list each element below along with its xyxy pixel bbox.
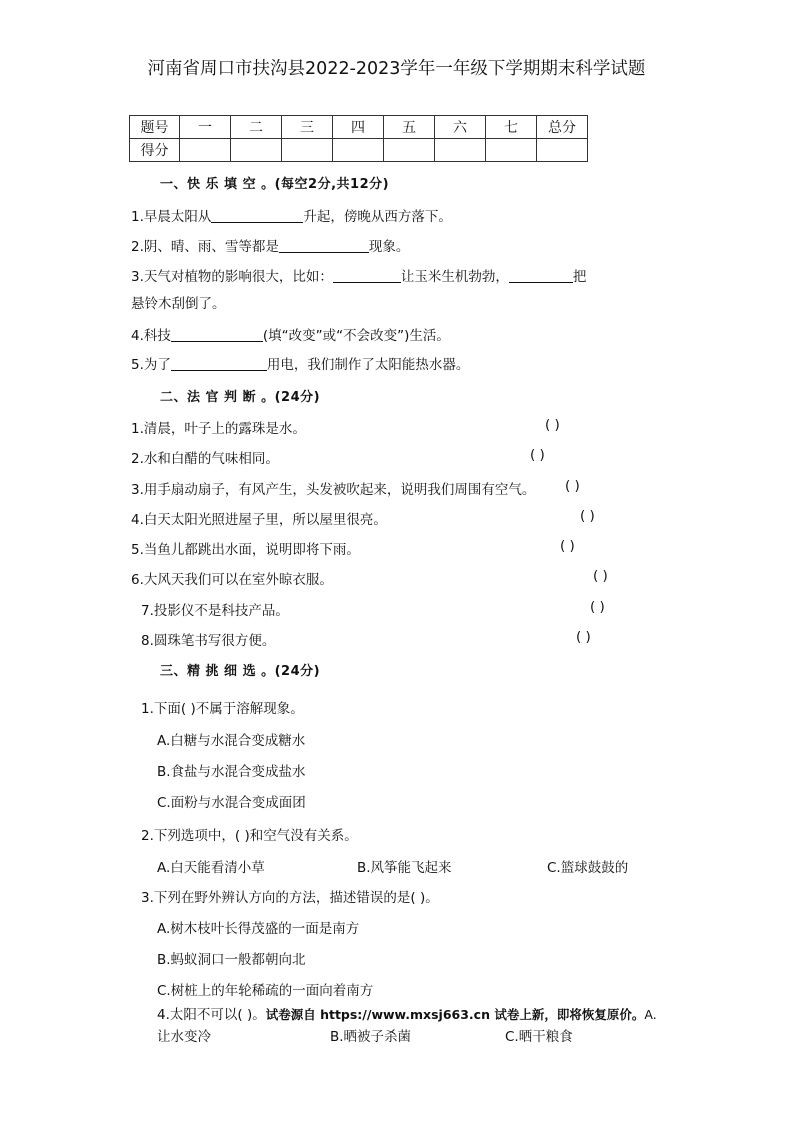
choice-option[interactable]: B.蚂蚁洞口一般都朝向北 (157, 952, 306, 968)
q3-blank-1[interactable] (333, 268, 401, 283)
score-header-cell: 总分 (537, 116, 588, 139)
judge-item-6: 6.大风天我们可以在室外晾衣服。 (131, 572, 333, 588)
judge-item-5: 5.当鱼儿都跳出水面，说明即将下雨。 (131, 542, 360, 558)
judge-answer-8[interactable]: ( ) (576, 629, 591, 645)
q4-text-pre: 4.科技 (131, 328, 171, 344)
choice-option[interactable]: C.晒干粮食 (505, 1029, 573, 1045)
choice-option[interactable]: B.晒被子杀菌 (330, 1029, 412, 1045)
q3-text-pre: 3.天气对植物的影响很大，比如： (131, 269, 333, 285)
q5-blank[interactable] (171, 356, 267, 371)
q1-blank[interactable] (211, 208, 303, 223)
score-table-score-row (130, 139, 588, 162)
judge-item-8: 8.圆珠笔书写很方便。 (141, 633, 276, 649)
q4-blank[interactable] (171, 327, 263, 342)
choice-question-3: 3.下列在野外辨认方向的方法，描述错误的是( )。 (141, 890, 439, 906)
score-header-cell: 三 (282, 116, 333, 139)
q3-text-mid: 让玉米生机勃勃， (400, 269, 509, 285)
q1-text-pre: 1.早晨太阳从 (131, 209, 212, 225)
fill-question-1 (131, 205, 452, 225)
q2-blank[interactable] (279, 238, 369, 253)
section1-heading: 一、快 乐 填 空 。(每空2分,共12分) (160, 177, 390, 192)
choice-question-4 (157, 1003, 657, 1023)
score-cell[interactable] (435, 139, 486, 162)
fill-question-5 (131, 353, 469, 373)
judge-item-7: 7.投影仪不是科技产品。 (141, 603, 289, 619)
q1-text-post: 升起，傍晚从西方落下。 (303, 209, 452, 225)
judge-answer-5[interactable]: ( ) (560, 538, 575, 554)
score-cell[interactable] (282, 139, 333, 162)
score-header-cell: 题号 (130, 116, 180, 139)
score-cell[interactable] (231, 139, 282, 162)
score-cell[interactable] (486, 139, 537, 162)
choice-option[interactable]: A.树木枝叶长得茂盛的一面是南方 (157, 921, 360, 937)
choice-question-1: 1.下面( )不属于溶解现象。 (141, 701, 304, 717)
choice-option[interactable]: C.树桩上的年轮稀疏的一面向着南方 (157, 983, 374, 999)
score-table-header-row (130, 116, 588, 139)
source-notice: 试卷源自 https://www.mxsj663.cn 试卷上新，即将恢复原价。 (265, 1007, 645, 1022)
score-row-label: 得分 (130, 139, 180, 162)
choice-option[interactable]: B.风筝能飞起来 (357, 860, 452, 876)
fill-question-4 (131, 324, 450, 344)
score-cell[interactable] (333, 139, 384, 162)
choice-option-letter[interactable]: A. (644, 1007, 657, 1022)
judge-item-4: 4.白天太阳光照进屋子里，所以屋里很亮。 (131, 512, 387, 528)
judge-answer-2[interactable]: ( ) (530, 447, 545, 463)
q4-stem: 4.太阳不可以( )。 (157, 1007, 266, 1023)
choice-option[interactable]: B.食盐与水混合变成盐水 (157, 764, 306, 780)
choice-option[interactable]: C.篮球鼓鼓的 (547, 860, 629, 876)
score-header-cell: 四 (333, 116, 384, 139)
score-header-cell: 七 (486, 116, 537, 139)
score-cell[interactable] (537, 139, 588, 162)
section2-heading: 二、法 官 判 断 。(24分) (160, 390, 321, 405)
score-cell[interactable] (384, 139, 435, 162)
score-table (129, 115, 588, 162)
judge-answer-3[interactable]: ( ) (565, 478, 580, 494)
fill-question-3 (131, 265, 586, 285)
page-title: 河南省周口市扶沟县2022-2023学年一年级下学期期末科学试题 (147, 59, 646, 79)
q5-text-pre: 5.为了 (131, 357, 171, 373)
judge-answer-1[interactable]: ( ) (545, 417, 560, 433)
choice-question-2: 2.下列选项中，( )和空气没有关系。 (141, 828, 358, 844)
q3-blank-2[interactable] (509, 268, 573, 283)
judge-answer-6[interactable]: ( ) (593, 568, 608, 584)
score-header-cell: 一 (180, 116, 231, 139)
score-header-cell: 六 (435, 116, 486, 139)
section3-heading: 三、精 挑 细 选 。(24分) (160, 664, 321, 679)
fill-question-2 (131, 235, 409, 255)
choice-option[interactable]: 让水变冷 (157, 1029, 211, 1045)
choice-option[interactable]: A.白天能看清小草 (157, 860, 265, 876)
fill-question-3-line2: 悬铃木刮倒了。 (131, 296, 226, 312)
q4-text-post: (填“改变”或“不会改变”)生活。 (262, 328, 450, 344)
judge-item-3: 3.用手扇动扇子，有风产生，头发被吹起来，说明我们周围有空气。 (131, 482, 536, 498)
judge-item-2: 2.水和白醋的气味相同。 (131, 451, 279, 467)
score-cell[interactable] (180, 139, 231, 162)
q5-text-post: 用电，我们制作了太阳能热水器。 (266, 357, 470, 373)
q2-text-post: 现象。 (368, 239, 410, 255)
judge-answer-4[interactable]: ( ) (580, 508, 595, 524)
judge-item-1: 1.清晨，叶子上的露珠是水。 (131, 421, 306, 437)
score-header-cell: 五 (384, 116, 435, 139)
choice-option[interactable]: A.白糖与水混合变成糖水 (157, 733, 306, 749)
judge-answer-7[interactable]: ( ) (590, 599, 605, 615)
q2-text-pre: 2.阴、晴、雨、雪等都是 (131, 239, 279, 255)
score-header-cell: 二 (231, 116, 282, 139)
q3-text-post: 把 (572, 269, 587, 285)
choice-option[interactable]: C.面粉与水混合变成面团 (157, 795, 306, 811)
